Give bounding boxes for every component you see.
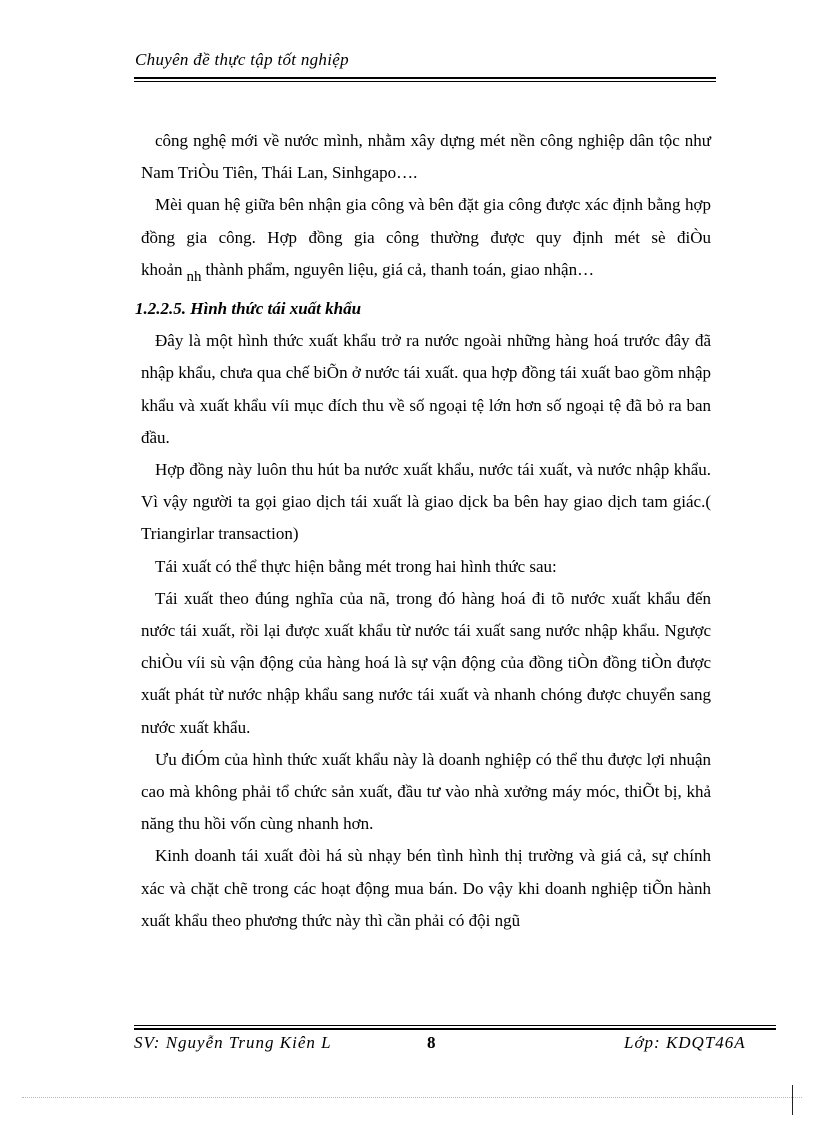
paragraph: công nghệ mới về nước mình, nhằm xây dựng mét nền công nghiệp dân tộc như Nam TriÒu Tiên, Thái Lan, Sinhgapo…. (141, 131, 711, 183)
page-body (135, 125, 711, 937)
page-boundary (22, 1097, 802, 1098)
footer-rule (134, 1028, 776, 1030)
paragraph: Ưu điÓm của hình thức xuất khẩu này là doanh nghiệp có thể thu được lợi nhuận cao mà không phải tổ chức sản xuất, đầu tư vào nhà xưởng máy móc, thiÕt bị, khả năng thu hồi vốn cùng nhanh hơn. (141, 749, 711, 834)
paragraph: Tái xuất có thể thực hiện bằng mét trong hai hình thức sau: (155, 556, 557, 576)
paragraph: Hợp đồng này luôn thu hút ba nước xuất khẩu, nước tái xuất, và nước nhập khẩu. Vì vậy người ta gọi giao dịch tái xuất là giao dịck ba bên hay giao dịch tam giác.( Triangirlar transaction) (141, 460, 711, 544)
footer-student: SV: Nguyễn Trung Kiên L (134, 1033, 332, 1052)
paragraph-text: Mèi quan hệ giữa bên nhận gia công và bên đặt gia công được xác định bằng hợp đồng gia công. Hợp đồng gia công thường được quy định mét sè điÒu khoản (141, 195, 711, 279)
footer-class: Lớp: KDQT46A (624, 1033, 746, 1052)
paragraph-text: thành phẩm, nguyên liệu, giá cả, thanh toán, giao nhận… (205, 259, 595, 279)
paragraph (141, 189, 711, 293)
crop-mark (792, 1085, 793, 1115)
paragraph: Tái xuất theo đúng nghĩa của nã, trong đó hàng hoá đi tõ nước xuất khẩu đến nước tái xuất, rồi lại được xuất khẩu từ nước tái xuất sang nước nhập khẩu. Ngược chiÒu víi sù vận động của hàng hoá là sự vận động của đồng tiÒn đồng tiÒn được xuất phát từ nước nhập khẩu sang nước tái xuất và nhanh chóng được chuyển sang nước xuất khẩu. (141, 588, 711, 737)
section-heading: 1.2.2.5. Hình thức tái xuất khẩu (135, 299, 362, 319)
paragraph: Kinh doanh tái xuất đòi há sù nhạy bén tình hình thị trường và giá cả, sự chính xác và chặt chẽ trong các hoạt động mua bán. Do vậy khi doanh nghiệp tiÕn hành xuất khẩu theo phương thức này thì cần phải có đội ngũ (141, 846, 711, 930)
header-rule-thin (134, 81, 716, 82)
header-title: Chuyên đề thực tập tốt nghiệp (135, 50, 349, 69)
paragraph: Đây là một hình thức xuất khẩu trở ra nước ngoài những hàng hoá trước đây đã nhập khẩu, chưa qua chế biÕn ở nước tái xuất. qua hợp đồng tái xuất bao gồm nhập khẩu và xuất khẩu víi mục đích thu về số ngoại tệ lớn hơn số ngoại tệ đã bỏ ra ban đầu. (141, 331, 711, 447)
page-number: 8 (427, 1033, 436, 1052)
stray-subscript: nh (186, 268, 202, 285)
footer-rule-thin (134, 1025, 776, 1026)
header-rule (134, 77, 716, 79)
